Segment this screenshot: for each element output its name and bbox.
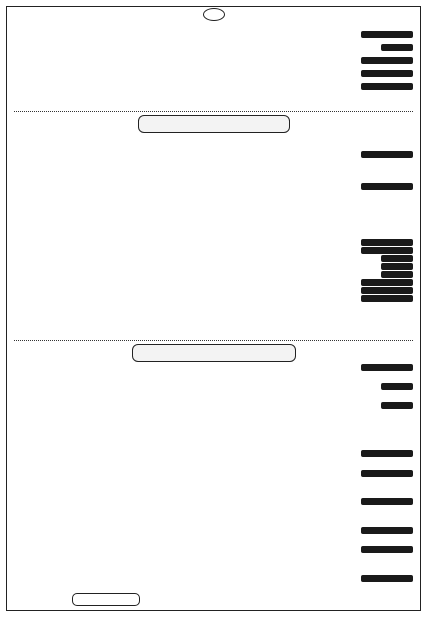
text-line (14, 566, 413, 574)
highlight-label (361, 279, 413, 286)
highlight-label (361, 450, 413, 457)
highlight-label (381, 402, 413, 409)
text-line (14, 70, 413, 78)
highlight-label (361, 239, 413, 246)
text-line (14, 412, 413, 420)
highlight-label (361, 295, 413, 302)
text-line (14, 489, 413, 497)
text-line (14, 135, 413, 143)
text-line (14, 159, 413, 167)
text-line (14, 431, 413, 439)
text-line (14, 255, 413, 263)
highlight-label (381, 263, 413, 270)
highlight-label (361, 546, 413, 553)
text-line (14, 96, 413, 104)
highlight-label (381, 255, 413, 262)
text-line (14, 527, 413, 535)
text-line (14, 422, 413, 430)
highlight-label (361, 247, 413, 254)
highlight-label (381, 383, 413, 390)
text-line (14, 575, 413, 583)
highlight-label (381, 271, 413, 278)
highlight-label (361, 57, 413, 64)
highlight-label (361, 470, 413, 477)
text-line (14, 57, 413, 65)
section-title-3 (132, 344, 296, 362)
text-line (14, 508, 413, 516)
text-line (14, 151, 413, 159)
highlight-label (361, 575, 413, 582)
text-line (14, 215, 413, 223)
text-line (14, 402, 413, 410)
highlight-label (361, 364, 413, 371)
text-line (14, 319, 413, 327)
text-line (14, 393, 413, 401)
highlight-label (361, 183, 413, 190)
text-line (14, 199, 413, 207)
highlight-label (361, 151, 413, 158)
text-line (14, 247, 413, 255)
text-line (14, 364, 413, 372)
highlight-label (361, 70, 413, 77)
section-title-2 (138, 115, 290, 133)
text-line (14, 374, 413, 382)
text-line (14, 175, 413, 183)
text-line (14, 183, 413, 191)
highlight-label (361, 83, 413, 90)
highlight-label (381, 44, 413, 51)
text-line (14, 143, 413, 151)
text-line (14, 191, 413, 199)
text-line (14, 546, 413, 554)
text-line (14, 303, 413, 311)
text-line (14, 44, 413, 52)
text-line (14, 239, 413, 247)
text-line (14, 518, 413, 526)
text-line (14, 295, 413, 303)
text-line (14, 383, 413, 391)
text-line (14, 279, 413, 287)
text-line (14, 450, 413, 458)
highlight-label (361, 527, 413, 534)
text-line (14, 83, 413, 91)
page-number (203, 8, 225, 21)
highlight-label (361, 287, 413, 294)
text-line (14, 441, 413, 449)
text-line (14, 460, 413, 468)
text-line (14, 537, 413, 545)
footer-date-box (72, 593, 140, 606)
text-line (14, 271, 413, 279)
text-line (14, 498, 413, 506)
text-line (14, 231, 413, 239)
highlight-label (361, 31, 413, 38)
highlight-label (361, 498, 413, 505)
text-line (14, 470, 413, 478)
text-line (14, 31, 413, 39)
text-line (14, 327, 413, 335)
text-line (14, 167, 413, 175)
text-line (14, 556, 413, 564)
text-line (14, 311, 413, 319)
text-line (14, 207, 413, 215)
text-line (14, 263, 413, 271)
text-line (14, 287, 413, 295)
text-line (14, 223, 413, 231)
text-line (14, 479, 413, 487)
